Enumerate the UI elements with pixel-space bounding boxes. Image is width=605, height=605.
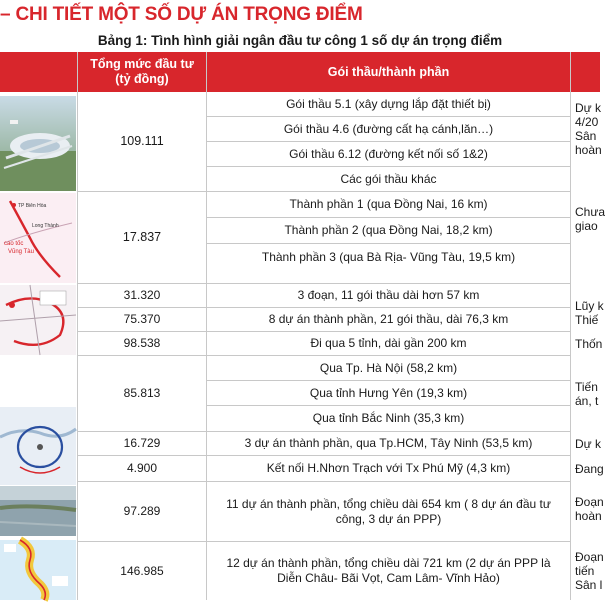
table-title: Bảng 1: Tình hình giải ngân đầu tư công 1 số dự án trọng điểm <box>97 33 503 48</box>
package-item: 11 dự án thành phần, tổng chiều dài 654 km ( 8 dự án đầu tư công, 3 dự án PPP) <box>207 482 570 542</box>
map-label: cao tốc <box>4 241 24 247</box>
status-line: Sân l <box>575 578 603 592</box>
package-item: Qua tỉnh Bắc Ninh (35,3 km) <box>207 406 570 432</box>
status-line: Chưa <box>575 205 605 219</box>
section-heading: – CHI TIẾT MỘT SỐ DỰ ÁN TRỌNG ĐIỂM <box>0 4 363 25</box>
river-photo <box>0 486 76 536</box>
investment-value: 16.729 <box>78 432 206 456</box>
package-item: Gói thầu 4.6 (đường cất hạ cánh,lăn…) <box>207 117 570 142</box>
investment-value: 31.320 <box>78 284 206 308</box>
package-item: Thành phần 2 (qua Đồng Nai, 18,2 km) <box>207 218 570 244</box>
header-image-column <box>0 52 77 92</box>
status-line: Sân <box>575 129 597 143</box>
header-status-column <box>571 52 600 92</box>
route-map-bien-hoa <box>0 193 76 283</box>
status-text <box>571 312 600 328</box>
header-investment: Tổng mức đầu tư (tỷ đồng) <box>78 52 206 92</box>
route-map-ring-road <box>0 285 76 355</box>
status-text <box>571 377 600 411</box>
status-line: tiến <box>575 564 595 578</box>
package-item: Gói thầu 6.12 (đường kết nối số 1&2) <box>207 142 570 167</box>
investment-value: 109.111 <box>78 92 206 192</box>
investment-value: 98.538 <box>78 332 206 356</box>
status-line: Dự k <box>575 437 602 451</box>
package-item: 3 dự án thành phần, qua Tp.HCM, Tây Ninh (53,5 km) <box>207 432 570 456</box>
vietnam-expressway-map <box>0 540 76 600</box>
status-line: 4/20 <box>575 115 599 129</box>
status-line: Đang <box>575 462 604 476</box>
status-text <box>571 336 603 352</box>
map-label: TP Biên Hòa <box>18 203 47 209</box>
package-item: Các gói thầu khác <box>207 167 570 192</box>
investment-table <box>0 52 605 600</box>
status-text <box>571 96 600 162</box>
package-item: Đi qua 5 tỉnh, dài gần 200 km <box>207 332 570 356</box>
package-item: Gói thầu 5.1 (xây dựng lắp đặt thiết bị) <box>207 92 570 117</box>
status-line: Lũy k <box>575 299 604 313</box>
package-item: Thành phần 1 (qua Đồng Nai, 16 km) <box>207 192 570 218</box>
package-item: Kết nối H.Nhơn Trạch với Tx Phú Mỹ (4,3 km) <box>207 456 570 482</box>
package-item: 12 dự án thành phần, tổng chiều dài 721 km (2 dự án PPP là Diễn Châu- Bãi Vọt, Cam Lâm- Vĩnh Hảo) <box>226 556 551 585</box>
status-text <box>571 492 604 526</box>
map-label: Vũng Tàu <box>8 249 34 255</box>
status-text <box>571 202 605 236</box>
status-line: giao <box>575 219 598 233</box>
investment-value: 17.837 <box>78 192 206 284</box>
package-item: Qua Tp. Hà Nội (58,2 km) <box>207 356 570 381</box>
status-text <box>571 546 604 596</box>
header-packages: Gói thầu/thành phần <box>207 52 570 92</box>
status-text <box>571 436 600 452</box>
investment-value: 4.900 <box>78 456 206 482</box>
status-line: Đoạn <box>575 495 604 509</box>
status-line: Thốn <box>575 337 603 351</box>
investment-value: 75.370 <box>78 308 206 332</box>
package-item: Thành phần 3 (qua Bà Rịa- Vũng Tàu, 19,5 km) <box>207 244 570 284</box>
package-item: Qua tỉnh Hưng Yên (19,3 km) <box>207 381 570 406</box>
status-text <box>571 461 604 477</box>
status-line: hoàn <box>575 143 602 157</box>
airport-image <box>0 96 76 191</box>
status-line: Dự k <box>575 101 602 115</box>
status-line: án, t <box>575 394 599 408</box>
investment-value: 85.813 <box>78 356 206 432</box>
map-label: Long Thành <box>32 223 59 229</box>
route-map-hanoi <box>0 407 76 485</box>
investment-value: 146.985 <box>120 563 164 578</box>
status-line: Tiến <box>575 380 598 394</box>
package-item: 8 dự án thành phần, 21 gói thầu, dài 76,3 km <box>207 308 570 332</box>
package-item: 3 đoạn, 11 gói thầu dài hơn 57 km <box>207 284 570 308</box>
investment-value: 97.289 <box>78 482 206 542</box>
status-line: Đoạn <box>575 550 604 564</box>
status-line: Thiế <box>575 313 599 327</box>
status-line: hoàn <box>575 509 602 523</box>
